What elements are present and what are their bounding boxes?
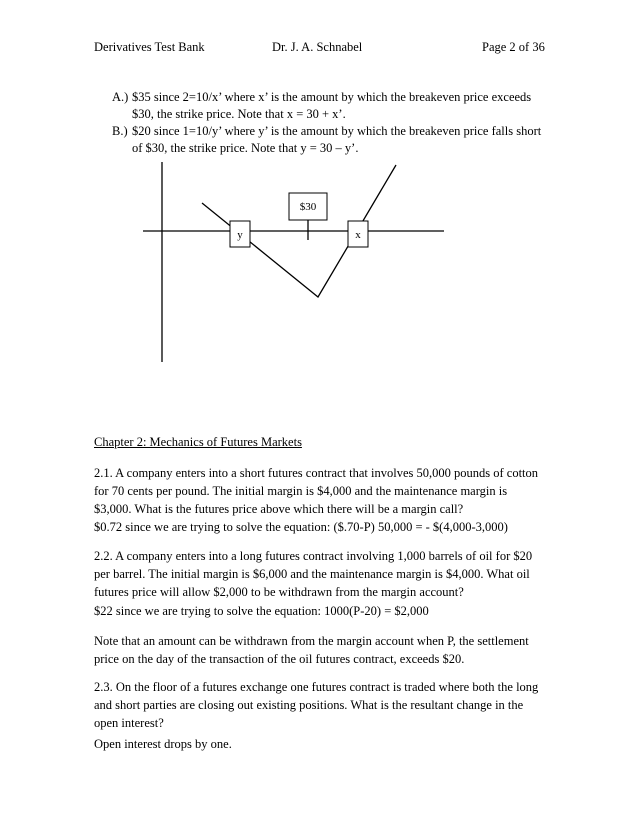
note-paragraph (94, 632, 554, 668)
answer-2-1: $0.72 since we are trying to solve the equation: ($.70-P) 50,000 = - $(4,000-3,000) (94, 520, 508, 534)
header-doc-title: Derivatives Test Bank (94, 40, 205, 54)
question-line: for 70 cents per pound. The initial margin is $4,000 and the maintenance margin is (94, 484, 508, 498)
header-author: Dr. J. A. Schnabel (272, 40, 363, 54)
question-2-1 (94, 464, 554, 518)
answer-2-2: $22 since we are trying to solve the equation: 1000(P-20) = $2,000 (94, 604, 429, 618)
strike-label: $30 (299, 201, 317, 213)
header-page-number: Page 2 of 36 (482, 40, 545, 54)
y-label: y (237, 229, 243, 241)
answer-2-3: Open interest drops by one. (94, 737, 232, 751)
answer-b-tag: B.) (112, 124, 128, 138)
answer-a-line1: $35 since 2=10/x’ where x’ is the amount by which the breakeven price exceeds (132, 90, 532, 104)
chapter-title: Chapter 2: Mechanics of Futures Markets (94, 435, 302, 449)
question-line: futures price will allow $2,000 to be withdrawn from the margin account? (94, 585, 464, 599)
question-line: 2.1. A company enters into a short futures contract that involves 50,000 pounds of cotton (94, 466, 539, 480)
answer-a-line2: $30, the strike price. Note that x = 30 + x’. (132, 107, 346, 121)
x-label: x (355, 229, 361, 241)
question-line: open interest? (94, 716, 164, 730)
answer-a-tag: A.) (112, 90, 129, 104)
question-line: 2.3. On the floor of a futures exchange one futures contract is traded where both the long (94, 680, 539, 694)
question-line: and short parties are closing out existing positions. What is the resultant change in the (94, 698, 524, 712)
question-2-2 (94, 547, 554, 601)
question-line: 2.2. A company enters into a long futures contract involving 1,000 barrels of oil for $20 (94, 549, 533, 563)
note-line: Note that an amount can be withdrawn from the margin account when P, the settlement (94, 634, 529, 648)
note-line: price on the day of the transaction of the oil futures contract, exceeds $20. (94, 652, 465, 666)
question-2-3 (94, 678, 554, 732)
question-line: $3,000. What is the futures price above which there will be a margin call? (94, 502, 464, 516)
question-line: per barrel. The initial margin is $6,000 and the maintenance margin is $4,000. What oil (94, 567, 530, 581)
answer-b-line2: of $30, the strike price. Note that y = 30 – y’. (132, 141, 359, 155)
answer-b-line1: $20 since 1=10/y’ where y’ is the amount by which the breakeven price falls short (132, 124, 542, 138)
